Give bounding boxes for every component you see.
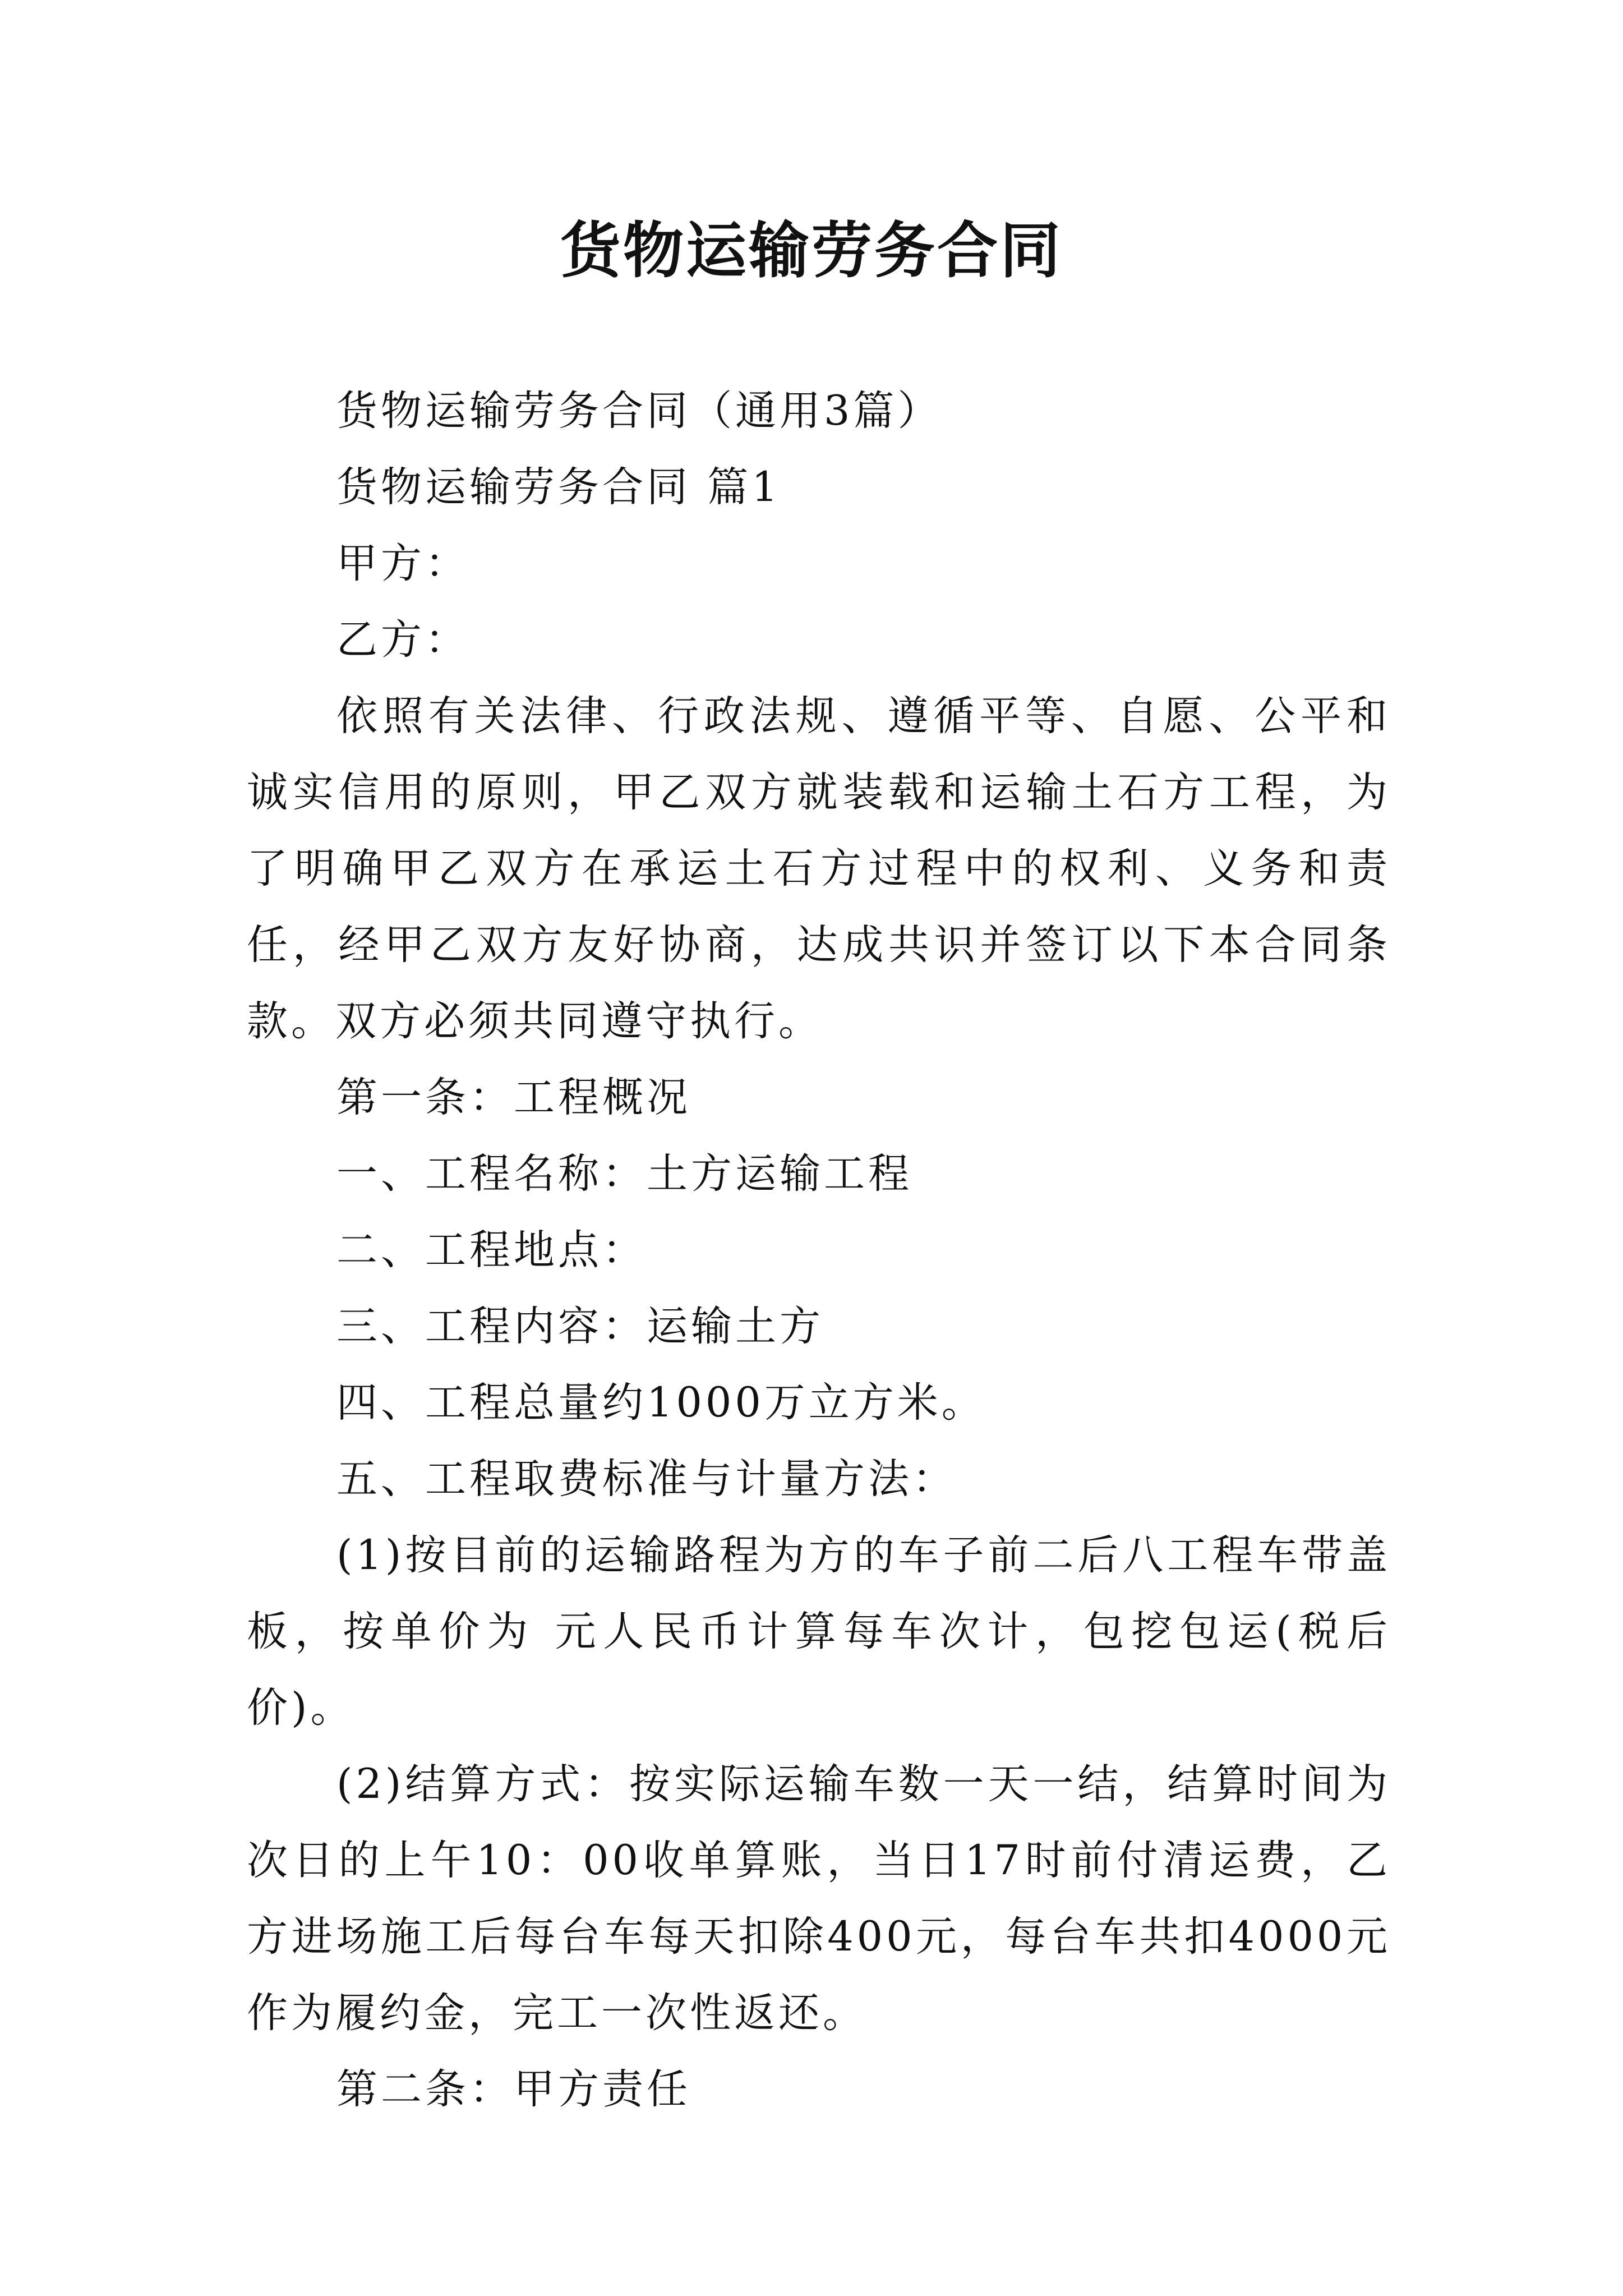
section-heading: 货物运输劳务合同 篇1 xyxy=(336,463,781,511)
document-body xyxy=(247,373,1391,2128)
clause-item: 四、工程总量约1000万立方米。 xyxy=(336,1379,986,1427)
clause-subitem: (2)结算方式：按实际运输车数一天一结，结算时间为次日的上午10：00收单算账，当日17时前付清运费，乙方进场施工后每台车每天扣除400元，每台车共扣4000元作为履约金，完工一次性返还。 xyxy=(247,1760,1391,2037)
clause-subitem: (1)按目前的运输路程为方的车子前二后八工程车带盖板，按单价为 元人民币计算每车次计，包挖包运(税后价)。 xyxy=(247,1531,1391,1732)
document-title: 货物运输劳务合同 xyxy=(560,215,1063,286)
clause-item: 二、工程地点： xyxy=(336,1226,647,1274)
clause-item: 五、工程取费标准与计量方法： xyxy=(336,1455,957,1503)
article-heading: 第一条：工程概况 xyxy=(336,1074,691,1121)
clause-item: 一、工程名称：土方运输工程 xyxy=(336,1150,912,1198)
article-heading: 第二条：甲方责任 xyxy=(336,2065,691,2113)
party-b-line: 乙方： xyxy=(336,616,469,664)
party-a-line: 甲方： xyxy=(336,540,469,587)
preamble-paragraph: 依照有关法律、行政法规、遵循平等、自愿、公平和诚实信用的原则，甲乙双方就装载和运输土石方工程，为了明确甲乙双方在承运土石方过程中的权利、义务和责任，经甲乙双方友好协商，达成共识并签订以下本合同条款。双方必须共同遵守执行。 xyxy=(247,692,1391,1045)
clause-item: 三、工程内容：运输土方 xyxy=(336,1303,824,1350)
subtitle-paragraph: 货物运输劳务合同（通用3篇） xyxy=(336,387,942,435)
